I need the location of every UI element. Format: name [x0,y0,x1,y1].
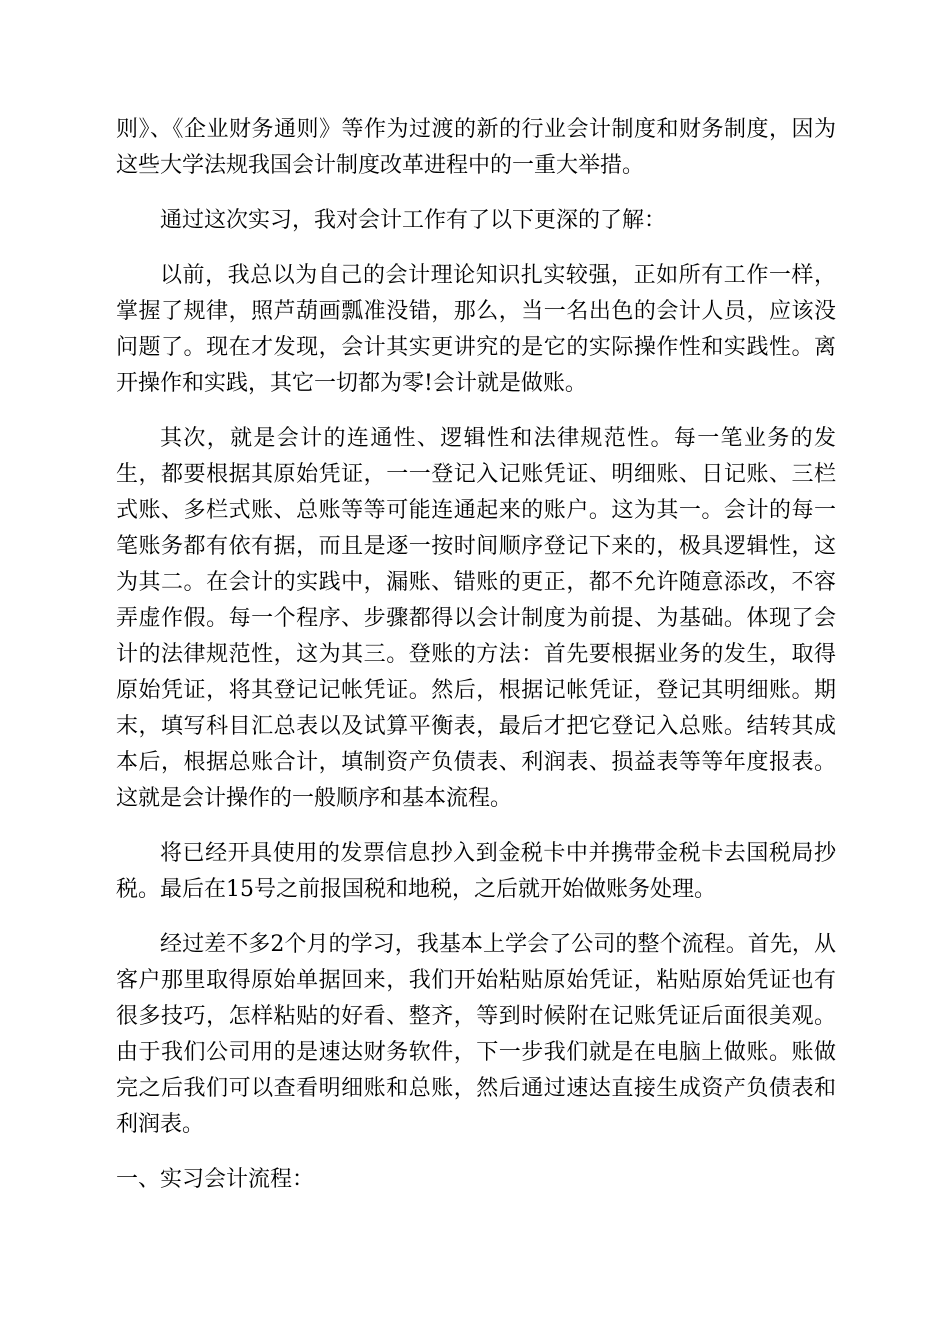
paragraph-accounting-logic: 其次，就是会计的连通性、逻辑性和法律规范性。每一笔业务的发生，都要根据其原始凭证，一一登记入记账凭证、明细账、日记账、三栏式账、多栏式账、总账等等可能连通起来的账户。这为其一。会计的每一笔账务都有依有据，而且是逐一按时间顺序登记下来的，极具逻辑性，这为其二。在会计的实践中，漏账、错账的更正，都不允许随意添改，不容弄虚作假。每一个程序、步骤都得以会计制度为前提、为基础。体现了会计的法律规范性，这为其三。登账的方法：首先要根据业务的发生，取得原始凭证，将其登记记帐凭证。然后，根据记帐凭证，登记其明细账。期末，填写科目汇总表以及试算平衡表，最后才把它登记入总账。结转其成本后，根据总账合计，填制资产负债表、利润表、损益表等等年度报表。这就是会计操作的一般顺序和基本流程。 [116,426,836,811]
paragraph-theory-vs-practice: 以前，我总以为自己的会计理论知识扎实较强，正如所有工作一样，掌握了规律，照芦葫画瓢准没错，那么，当一名出色的会计人员，应该没问题了。现在才发现，会计其实更讲究的是它的实际操作性和实践性。离开操作和实践，其它一切都为零!会计就是做账。 [116,263,836,396]
paragraph-learning-process: 经过差不多2个月的学习，我基本上学会了公司的整个流程。首先，从客户那里取得原始单据回来，我们开始粘贴原始凭证，粘贴原始凭证也有很多技巧，怎样粘贴的好看、整齐，等到时候附在记账凭证后面很美观。由于我们公司用的是速达财务软件，下一步我们就是在电脑上做账。账做完之后我们可以查看明细账和总账，然后通过速达直接生成资产负债表和利润表。 [116,932,836,1137]
document-body [116,112,836,1217]
paragraph-tax-filing: 将已经开具使用的发票信息抄入到金税卡中并携带金税卡去国税局抄税。最后在15号之前报国税和地税，之后就开始做账务处理。 [116,841,836,902]
section-heading-internship-process: 一、实习会计流程： [116,1167,315,1192]
paragraph-understanding-intro: 通过这次实习，我对会计工作有了以下更深的了解： [160,208,667,233]
paragraph-continued: 则》、《企业财务通则》等作为过渡的新的行业会计制度和财务制度，因为这些大学法规我国会计制度改革进程中的一重大举措。 [116,117,836,178]
